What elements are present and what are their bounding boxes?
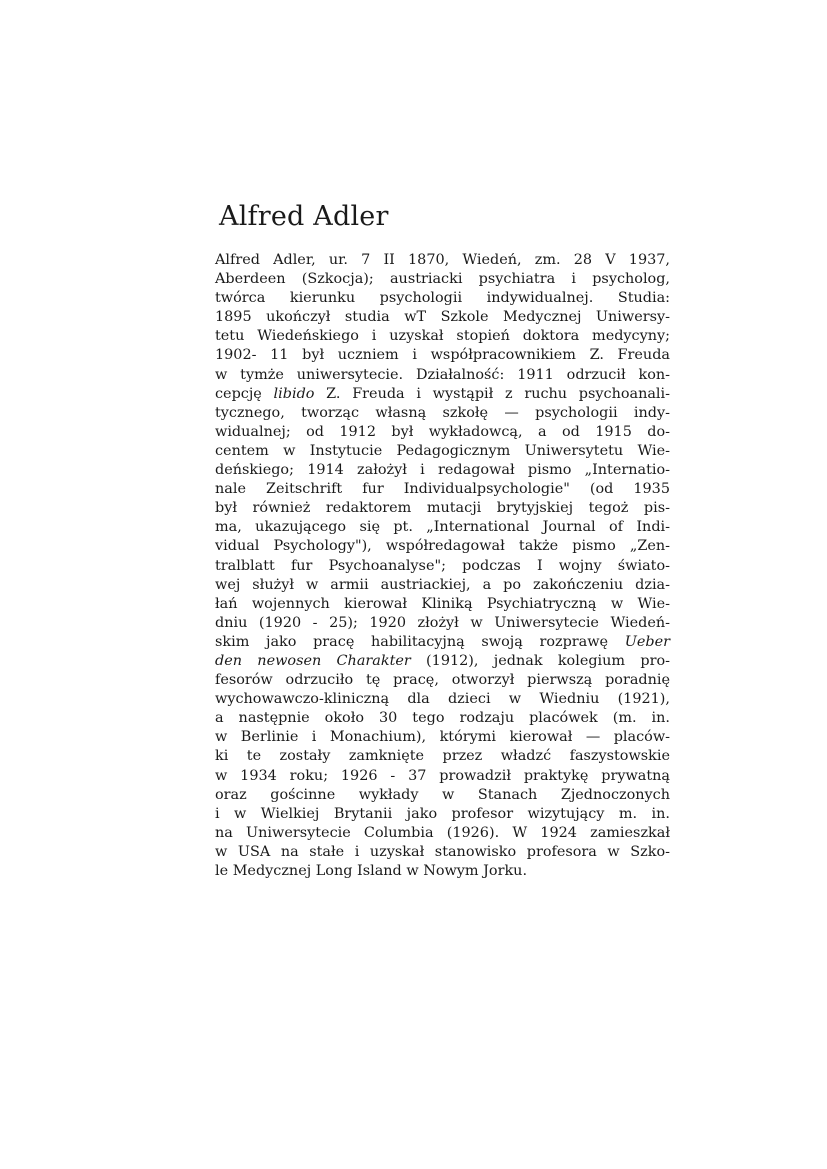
biography-text xyxy=(215,251,670,881)
text-line: ki te zostały zamknięte przez władzć faszystowskie xyxy=(215,748,670,765)
text-line: den newosen Charakter (1912), jednak kolegium pro- xyxy=(215,652,670,669)
text-line: 1902- 11 był uczniem i współpracownikiem Z. Freuda xyxy=(215,347,670,364)
text-line: wej służył w armii austriackiej, a po zakończeniu dzia- xyxy=(215,576,670,593)
text-line: nale Zeitschrift fur Individualpsychologie" (od 1935 xyxy=(215,481,670,498)
text-line: w 1934 roku; 1926 - 37 prowadził praktykę prywatną xyxy=(215,767,670,784)
text-line: tralblatt fur Psychoanalyse"; podczas I wojny świato- xyxy=(215,557,670,574)
text-line: twórca kierunku psychologii indywidualnej. Studia: xyxy=(215,290,670,307)
text-line: w USA na stałe i uzyskał stanowisko profesora w Szko- xyxy=(215,843,670,860)
text-line: le Medycznej Long Island w Nowym Jorku. xyxy=(215,863,528,879)
text-line: łań wojennych kierował Kliniką Psychiatryczną w Wie- xyxy=(215,595,670,612)
text-line: ma, ukazującego się pt. „International Journal of Indi- xyxy=(215,519,670,536)
text-line: w Berlinie i Monachium), którymi kierował — placów- xyxy=(215,729,670,746)
text-line: wychowawczo-kliniczną dla dzieci w Wiedniu (1921), xyxy=(215,691,670,708)
text-line: skim jako pracę habilitacyjną swoją rozprawę Ueber xyxy=(215,633,670,650)
text-line: dniu (1920 - 25); 1920 złożył w Uniwersytecie Wiedeń- xyxy=(215,614,670,631)
emphasized-term: libido xyxy=(273,385,315,402)
text-line: 1895 ukończył studia wT Szkole Medycznej Uniwersy- xyxy=(215,309,670,326)
emphasized-term: den newosen Charakter xyxy=(215,652,411,669)
text-line: fesorów odrzuciło tę pracę, otworzył pierwszą poradnię xyxy=(215,672,670,689)
text-line: a następnie około 30 tego rodzaju placówek (m. in. xyxy=(215,710,670,727)
text-line: deńskiego; 1914 założył i redagował pismo „Internatio- xyxy=(215,462,670,479)
text-line: Alfred Adler, ur. 7 II 1870, Wiedeń, zm. 28 V 1937, xyxy=(215,252,670,268)
text-line: był również redaktorem mutacji brytyjskiej tegoż pis- xyxy=(215,500,670,517)
text-line: cepcję libido Z. Freuda i wystąpił z ruchu psychoanali- xyxy=(215,385,670,402)
text-line: tetu Wiedeńskiego i uzyskał stopień doktora medycyny; xyxy=(215,328,670,345)
emphasized-term: Ueber xyxy=(624,633,670,650)
page-title: Alfred Adler xyxy=(219,201,389,232)
text-line: w tymże uniwersytecie. Działalność: 1911 odrzucił kon- xyxy=(215,366,670,383)
text-line: oraz gościnne wykłady w Stanach Zjednoczonych xyxy=(215,786,670,803)
text-line: tycznego, tworząc własną szkołę — psychologii indy- xyxy=(215,404,670,421)
text-line: Aberdeen (Szkocja); austriacki psychiatra i psycholog, xyxy=(215,271,670,288)
text-line: centem w Instytucie Pedagogicznym Uniwersytetu Wie- xyxy=(215,442,670,459)
text-line: widualnej; od 1912 był wykładowcą, a od 1915 do- xyxy=(215,423,670,440)
text-line: i w Wielkiej Brytanii jako profesor wizytujący m. in. xyxy=(215,805,670,822)
text-line: vidual Psychology"), współredagował także pismo „Zen- xyxy=(215,538,670,555)
text-line: na Uniwersytecie Columbia (1926). W 1924 zamieszkał xyxy=(215,824,670,841)
